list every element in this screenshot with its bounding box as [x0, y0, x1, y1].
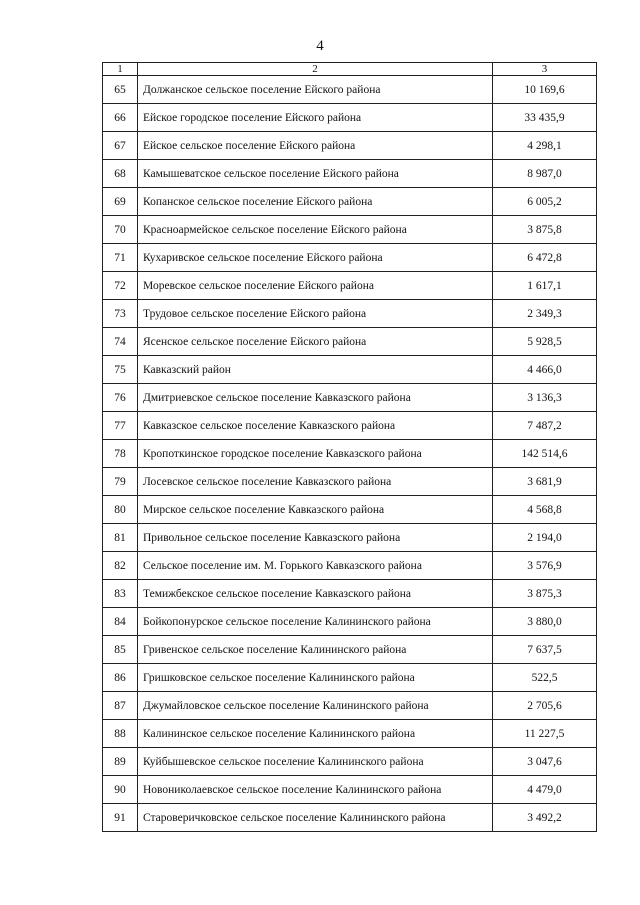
- amount-value: 5 928,5: [493, 328, 597, 356]
- table-row: [103, 496, 597, 524]
- row-number: 87: [103, 692, 138, 720]
- table-row: [103, 580, 597, 608]
- amount-value: 6 472,8: [493, 244, 597, 272]
- amount-value: 4 298,1: [493, 132, 597, 160]
- table-row: [103, 300, 597, 328]
- table-row: [103, 552, 597, 580]
- settlement-name: Привольное сельское поселение Кавказского района: [138, 524, 493, 552]
- table-row: [103, 272, 597, 300]
- settlement-name: Гривенское сельское поселение Калининского района: [138, 636, 493, 664]
- settlement-name: Новониколаевское сельское поселение Калининского района: [138, 776, 493, 804]
- row-number: 75: [103, 356, 138, 384]
- row-number: 68: [103, 160, 138, 188]
- amount-value: 7 637,5: [493, 636, 597, 664]
- settlement-name: Ясенское сельское поселение Ейского района: [138, 328, 493, 356]
- table-row: [103, 384, 597, 412]
- settlement-name: Гришковское сельское поселение Калининского района: [138, 664, 493, 692]
- amount-value: 3 880,0: [493, 608, 597, 636]
- amount-value: 3 875,3: [493, 580, 597, 608]
- row-number: 76: [103, 384, 138, 412]
- amount-value: 11 227,5: [493, 720, 597, 748]
- settlement-name: Ейское сельское поселение Ейского района: [138, 132, 493, 160]
- column-header-3: 3: [493, 63, 597, 76]
- table-header: [103, 63, 597, 76]
- settlement-name: Дмитриевское сельское поселение Кавказского района: [138, 384, 493, 412]
- row-number: 65: [103, 76, 138, 104]
- row-number: 69: [103, 188, 138, 216]
- header-row: [103, 63, 597, 76]
- amount-value: 6 005,2: [493, 188, 597, 216]
- row-number: 71: [103, 244, 138, 272]
- row-number: 83: [103, 580, 138, 608]
- table-row: [103, 356, 597, 384]
- table-row: [103, 524, 597, 552]
- settlement-name: Кавказский район: [138, 356, 493, 384]
- row-number: 84: [103, 608, 138, 636]
- table-row: [103, 664, 597, 692]
- settlement-name: Староверичковское сельское поселение Калининского района: [138, 804, 493, 832]
- row-number: 88: [103, 720, 138, 748]
- settlement-name: Джумайловское сельское поселение Калининского района: [138, 692, 493, 720]
- row-number: 80: [103, 496, 138, 524]
- row-number: 78: [103, 440, 138, 468]
- table-row: [103, 636, 597, 664]
- row-number: 91: [103, 804, 138, 832]
- row-number: 72: [103, 272, 138, 300]
- settlement-name: Камышеватское сельское поселение Ейского района: [138, 160, 493, 188]
- table-row: [103, 244, 597, 272]
- page-number: 4: [316, 38, 324, 54]
- table-row: [103, 776, 597, 804]
- amount-value: 4 479,0: [493, 776, 597, 804]
- column-header-2: 2: [138, 63, 493, 76]
- table-row: [103, 328, 597, 356]
- amount-value: 4 568,8: [493, 496, 597, 524]
- amount-value: 33 435,9: [493, 104, 597, 132]
- settlement-name: Должанское сельское поселение Ейского района: [138, 76, 493, 104]
- settlement-name: Бойкопонурское сельское поселение Калининского района: [138, 608, 493, 636]
- amount-value: 522,5: [493, 664, 597, 692]
- row-number: 77: [103, 412, 138, 440]
- table-row: [103, 412, 597, 440]
- data-table: [102, 62, 597, 832]
- settlement-name: Моревское сельское поселение Ейского района: [138, 272, 493, 300]
- row-number: 79: [103, 468, 138, 496]
- settlement-name: Кухаривское сельское поселение Ейского района: [138, 244, 493, 272]
- table-row: [103, 216, 597, 244]
- amount-value: 3 136,3: [493, 384, 597, 412]
- settlement-name: Лосевское сельское поселение Кавказского района: [138, 468, 493, 496]
- settlement-name: Куйбышевское сельское поселение Калининского района: [138, 748, 493, 776]
- table-row: [103, 748, 597, 776]
- row-number: 90: [103, 776, 138, 804]
- table-row: [103, 720, 597, 748]
- table-row: [103, 468, 597, 496]
- table-row: [103, 608, 597, 636]
- amount-value: 2 705,6: [493, 692, 597, 720]
- table-row: [103, 440, 597, 468]
- settlement-name: Кавказское сельское поселение Кавказского района: [138, 412, 493, 440]
- row-number: 81: [103, 524, 138, 552]
- row-number: 82: [103, 552, 138, 580]
- table-row: [103, 188, 597, 216]
- column-header-1: 1: [103, 63, 138, 76]
- settlement-name: Сельское поселение им. М. Горького Кавказского района: [138, 552, 493, 580]
- amount-value: 3 576,9: [493, 552, 597, 580]
- amount-value: 3 047,6: [493, 748, 597, 776]
- row-number: 73: [103, 300, 138, 328]
- amount-value: 3 492,2: [493, 804, 597, 832]
- settlement-name: Трудовое сельское поселение Ейского района: [138, 300, 493, 328]
- row-number: 66: [103, 104, 138, 132]
- row-number: 74: [103, 328, 138, 356]
- amount-value: 3 681,9: [493, 468, 597, 496]
- amount-value: 2 349,3: [493, 300, 597, 328]
- table-row: [103, 132, 597, 160]
- table-row: [103, 804, 597, 832]
- row-number: 70: [103, 216, 138, 244]
- row-number: 67: [103, 132, 138, 160]
- settlement-name: Кропоткинское городское поселение Кавказского района: [138, 440, 493, 468]
- row-number: 85: [103, 636, 138, 664]
- table-row: [103, 160, 597, 188]
- amount-value: 7 487,2: [493, 412, 597, 440]
- table-row: [103, 104, 597, 132]
- settlement-name: Калининское сельское поселение Калининского района: [138, 720, 493, 748]
- settlement-name: Темижбекское сельское поселение Кавказского района: [138, 580, 493, 608]
- table-row: [103, 692, 597, 720]
- settlement-name: Красноармейское сельское поселение Ейского района: [138, 216, 493, 244]
- amount-value: 3 875,8: [493, 216, 597, 244]
- amount-value: 4 466,0: [493, 356, 597, 384]
- settlement-name: Копанское сельское поселение Ейского района: [138, 188, 493, 216]
- amount-value: 8 987,0: [493, 160, 597, 188]
- amount-value: 2 194,0: [493, 524, 597, 552]
- row-number: 86: [103, 664, 138, 692]
- table-body: [103, 76, 597, 832]
- settlement-name: Мирское сельское поселение Кавказского района: [138, 496, 493, 524]
- amount-value: 142 514,6: [493, 440, 597, 468]
- amount-value: 1 617,1: [493, 272, 597, 300]
- amount-value: 10 169,6: [493, 76, 597, 104]
- settlement-name: Ейское городское поселение Ейского района: [138, 104, 493, 132]
- row-number: 89: [103, 748, 138, 776]
- table-row: [103, 76, 597, 104]
